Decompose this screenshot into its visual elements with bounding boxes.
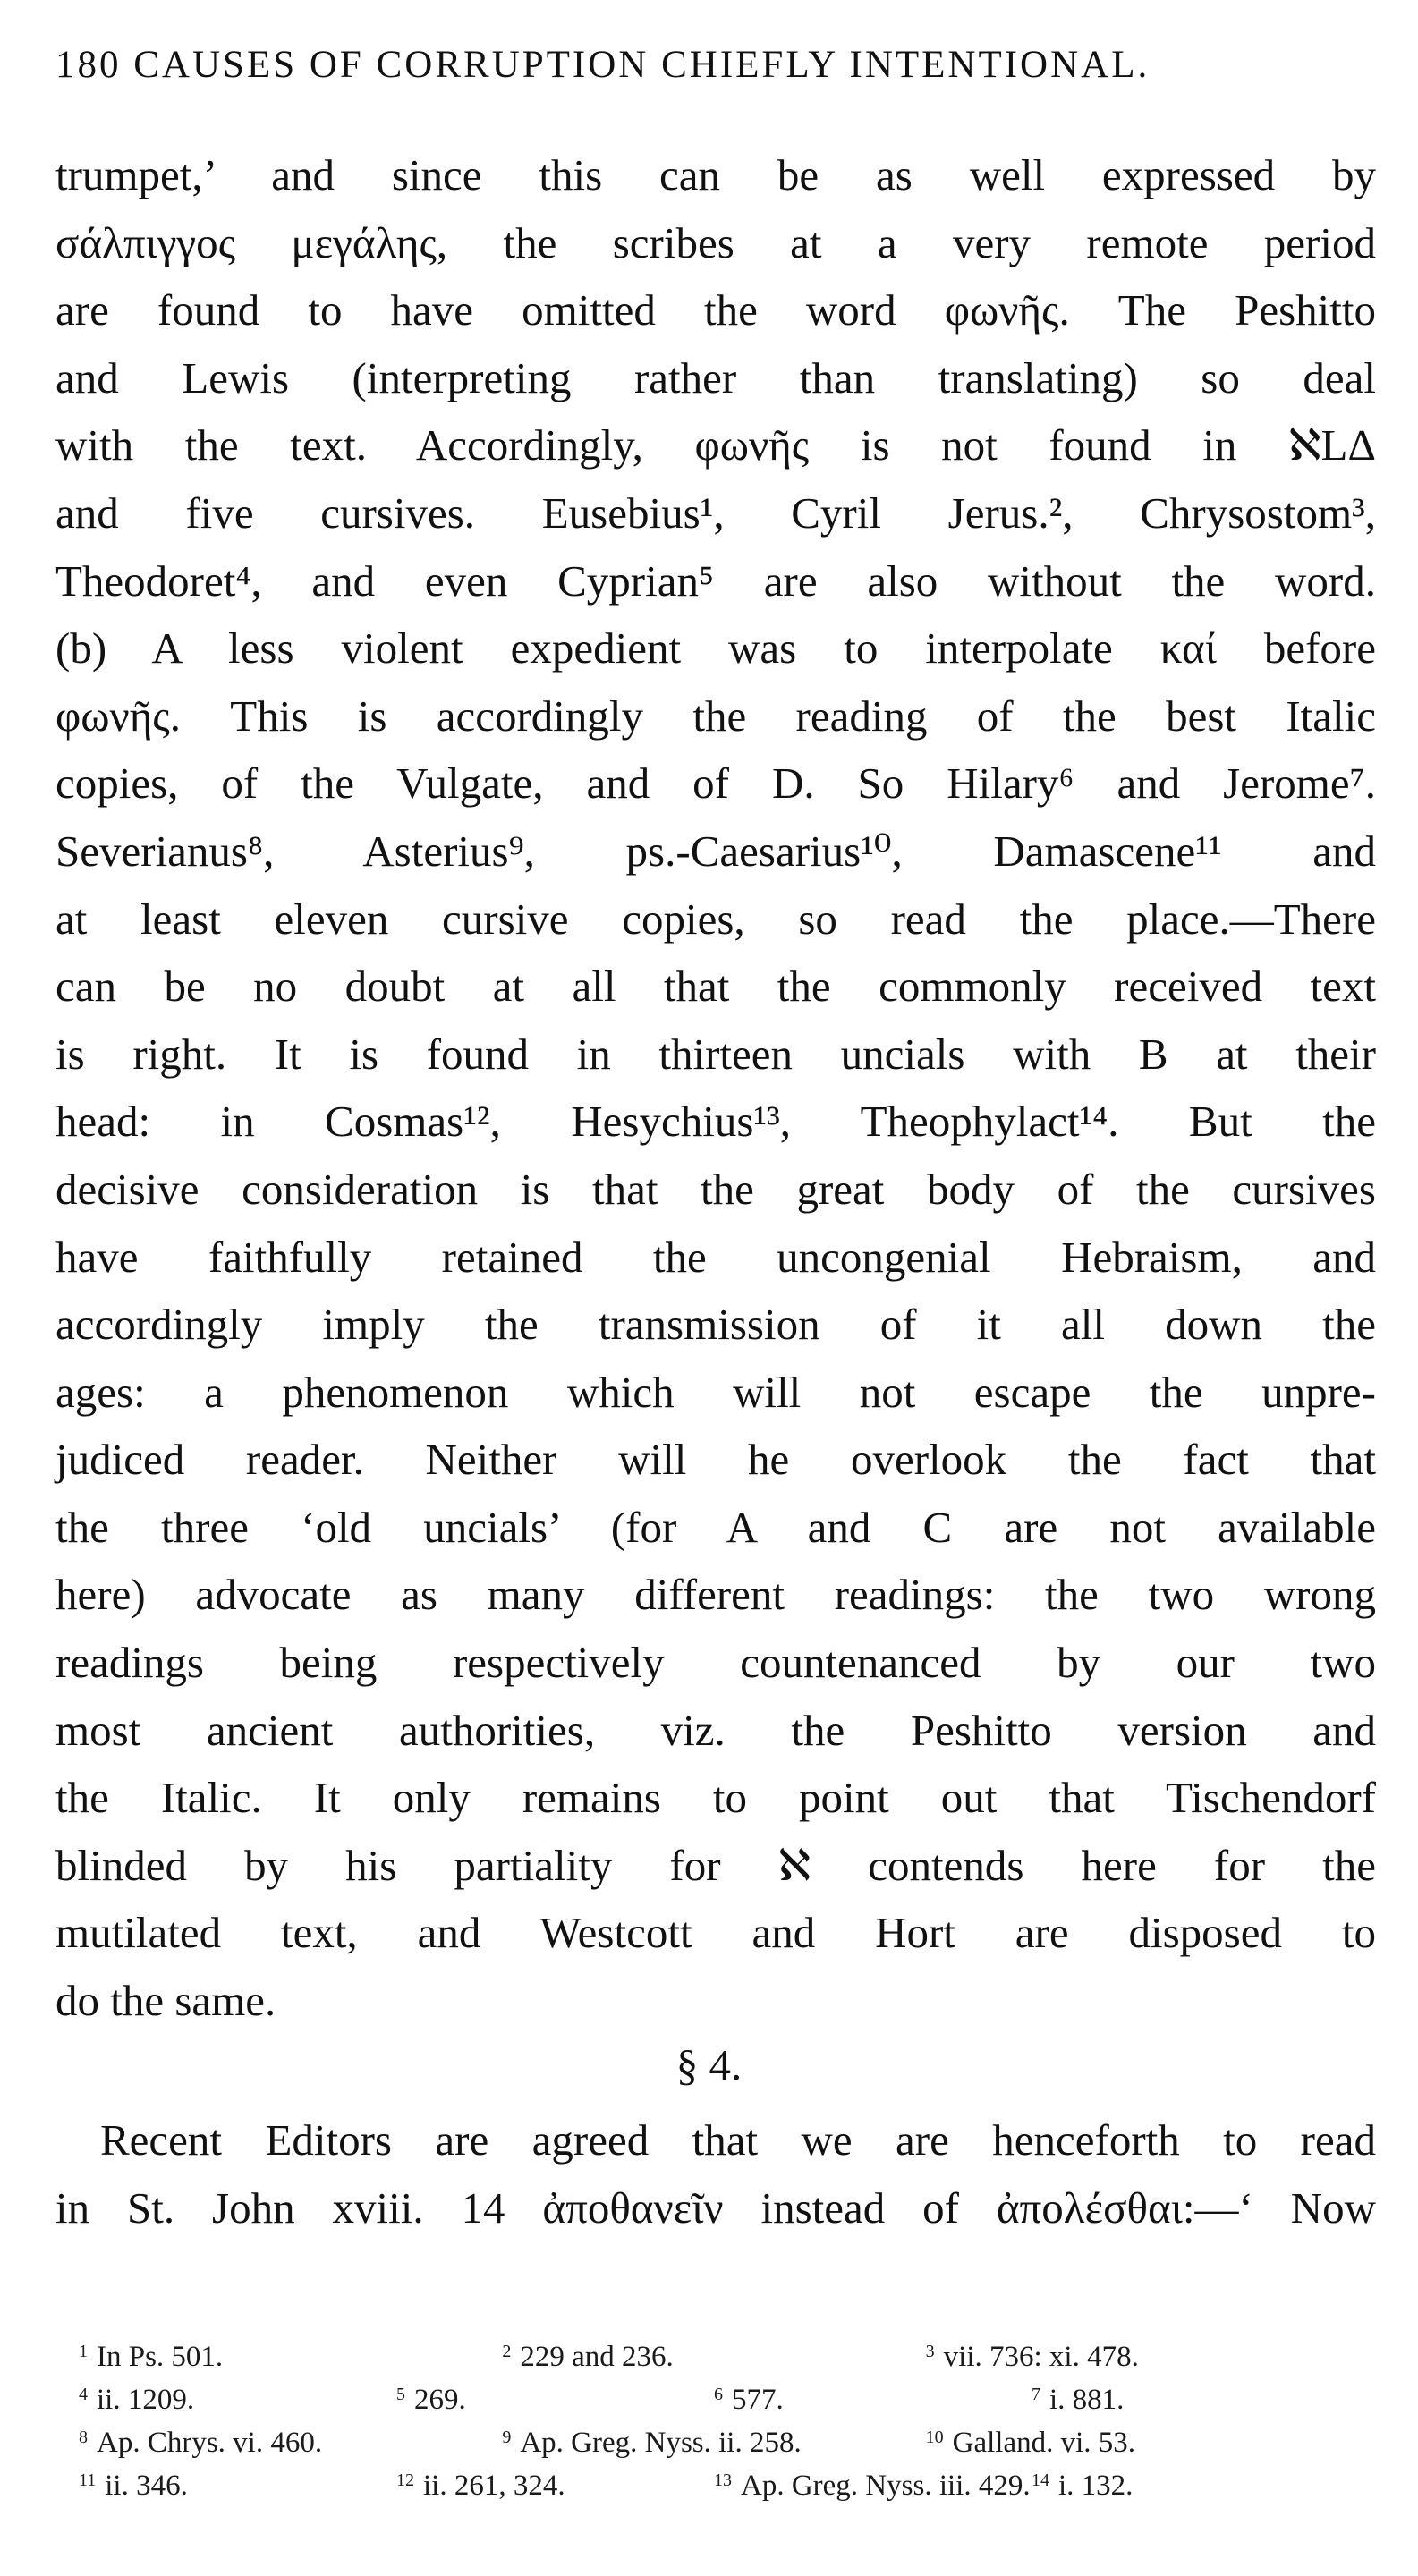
text-line: the three ‘old uncials’ (for A and C are not available [55, 1502, 1376, 1552]
footnote-text: Ap. Greg. Nyss. ii. 258. [520, 2427, 802, 2459]
footnote-text: 269. [414, 2384, 466, 2416]
footnote-number: 14 [1032, 2470, 1049, 2490]
footnote [1032, 2459, 1349, 2502]
footnote-row [79, 2416, 1349, 2459]
footnote-number: 5 [396, 2385, 405, 2404]
text-line: accordingly imply the transmission of it all down the [55, 1300, 1376, 1350]
footnote-number: 13 [714, 2470, 732, 2490]
running-header: 180 CAUSES OF CORRUPTION CHIEFLY INTENTIONAL. [55, 44, 1151, 86]
footnote-text: ii. 1209. [97, 2384, 195, 2416]
footnote [79, 2459, 396, 2502]
footnote-number: 2 [502, 2342, 512, 2361]
text-line: Theodoret⁴, and even Cyprian⁵ are also without the word. [55, 555, 1376, 606]
footnote-number: 8 [79, 2428, 88, 2447]
text-line: and Lewis (interpreting rather than translating) so deal [55, 352, 1376, 402]
section-heading: § 4. [675, 2040, 743, 2089]
footnote-text: Ap. Greg. Nyss. iii. 429. [741, 2470, 1031, 2502]
footnote [79, 2330, 502, 2373]
footnotes [79, 2330, 1349, 2502]
text-line: here) advocate as many different readings: the two wrong [55, 1570, 1376, 1620]
footnote-row [79, 2373, 1349, 2416]
footnote-text: Ap. Chrys. vi. 460. [97, 2427, 323, 2459]
footnote-number: 6 [714, 2385, 723, 2404]
text-line: σάλπιγγος μεγάλης, the scribes at a very remote period [55, 217, 1376, 267]
footnote [714, 2373, 1032, 2416]
footnote-number: 4 [79, 2385, 88, 2404]
footnote-number: 12 [396, 2470, 414, 2490]
text-line: trumpet,’ and since this can be as well expressed by [55, 150, 1376, 199]
section-body [55, 2106, 1376, 2241]
text-line: Recent Editors are agreed that we are henceforth to read [100, 2115, 1376, 2165]
footnote-text: Galland. vi. 53. [952, 2427, 1136, 2459]
footnote-row [79, 2330, 1349, 2373]
footnote-number: 10 [925, 2428, 944, 2447]
text-line: φωνῆς. This is accordingly the reading of the best Italic [55, 691, 1376, 741]
text-line: Severianus⁸, Asterius⁹, ps.-Caesarius¹⁰, Damascene¹¹ and [55, 826, 1376, 876]
text-line: blinded by his partiality for ℵ contends here for the [55, 1840, 1376, 1890]
footnote [926, 2416, 1349, 2459]
footnote-number: 1 [79, 2342, 88, 2361]
footnote-number: 3 [925, 2342, 935, 2361]
footnote-text: i. 132. [1058, 2470, 1134, 2502]
text-line: in St. John xviii. 14 ἀποθανεῖν instead of ἀπολέσθαι:—‘ Now [55, 2182, 1376, 2233]
footnote-text: 229 and 236. [520, 2341, 674, 2373]
footnote-text: 577. [732, 2384, 784, 2416]
footnote [79, 2373, 396, 2416]
text-line: can be no doubt at all that the commonly received text [55, 962, 1376, 1012]
footnote [396, 2459, 714, 2502]
text-line: mutilated text, and Westcott and Hort are disposed to [55, 1908, 1376, 1958]
footnote-text: vii. 736: xi. 478. [943, 2341, 1139, 2373]
body-text [55, 141, 1376, 2035]
text-line: are found to have omitted the word φωνῆς. The Peshitto [55, 285, 1376, 335]
footnote-text: i. 881. [1049, 2384, 1125, 2416]
text-line: the Italic. It only remains to point out that Tischendorf [55, 1773, 1376, 1823]
footnote-number: 7 [1032, 2385, 1040, 2404]
footnote [1032, 2373, 1349, 2416]
text-line: with the text. Accordingly, φωνῆς is not found in ℵLΔ [55, 420, 1376, 470]
footnote-number: 11 [79, 2470, 97, 2490]
footnote [502, 2330, 925, 2373]
text-line: decisive consideration is that the great body of the cursives [55, 1164, 1376, 1214]
text-line: most ancient authorities, viz. the Peshitto version and [55, 1705, 1376, 1755]
footnote-row [79, 2459, 1349, 2502]
text-line: is right. It is found in thirteen uncials with B at their [55, 1029, 1376, 1079]
footnote-number: 9 [502, 2428, 512, 2447]
footnote [79, 2416, 502, 2459]
footnote [396, 2373, 714, 2416]
text-line: copies, of the Vulgate, and of D. So Hilary⁶ and Jerome⁷. [55, 758, 1376, 809]
footnote-text: ii. 346. [105, 2470, 188, 2502]
text-line: and five cursives. Eusebius¹, Cyril Jerus.², Chrysostom³, [55, 487, 1376, 538]
footnote [714, 2459, 1032, 2502]
footnote [926, 2330, 1349, 2373]
text-line: head: in Cosmas¹², Hesychius¹³, Theophylact¹⁴. But the [55, 1097, 1376, 1147]
text-line: have faithfully retained the uncongenial Hebraism, and [55, 1232, 1376, 1282]
footnote-text: In Ps. 501. [97, 2341, 224, 2373]
text-line: ages: a phenomenon which will not escape the unpre- [55, 1367, 1376, 1417]
footnote-text: ii. 261, 324. [423, 2470, 565, 2502]
footnote [502, 2416, 925, 2459]
text-line: judiced reader. Neither will he overlook the fact that [55, 1435, 1376, 1485]
text-line: (b) A less violent expedient was to interpolate καί before [55, 623, 1376, 674]
text-line: do the same. [55, 1976, 276, 2026]
text-line: at least eleven cursive copies, so read the place.—There [55, 894, 1376, 944]
text-line: readings being respectively countenanced by our two [55, 1638, 1376, 1688]
